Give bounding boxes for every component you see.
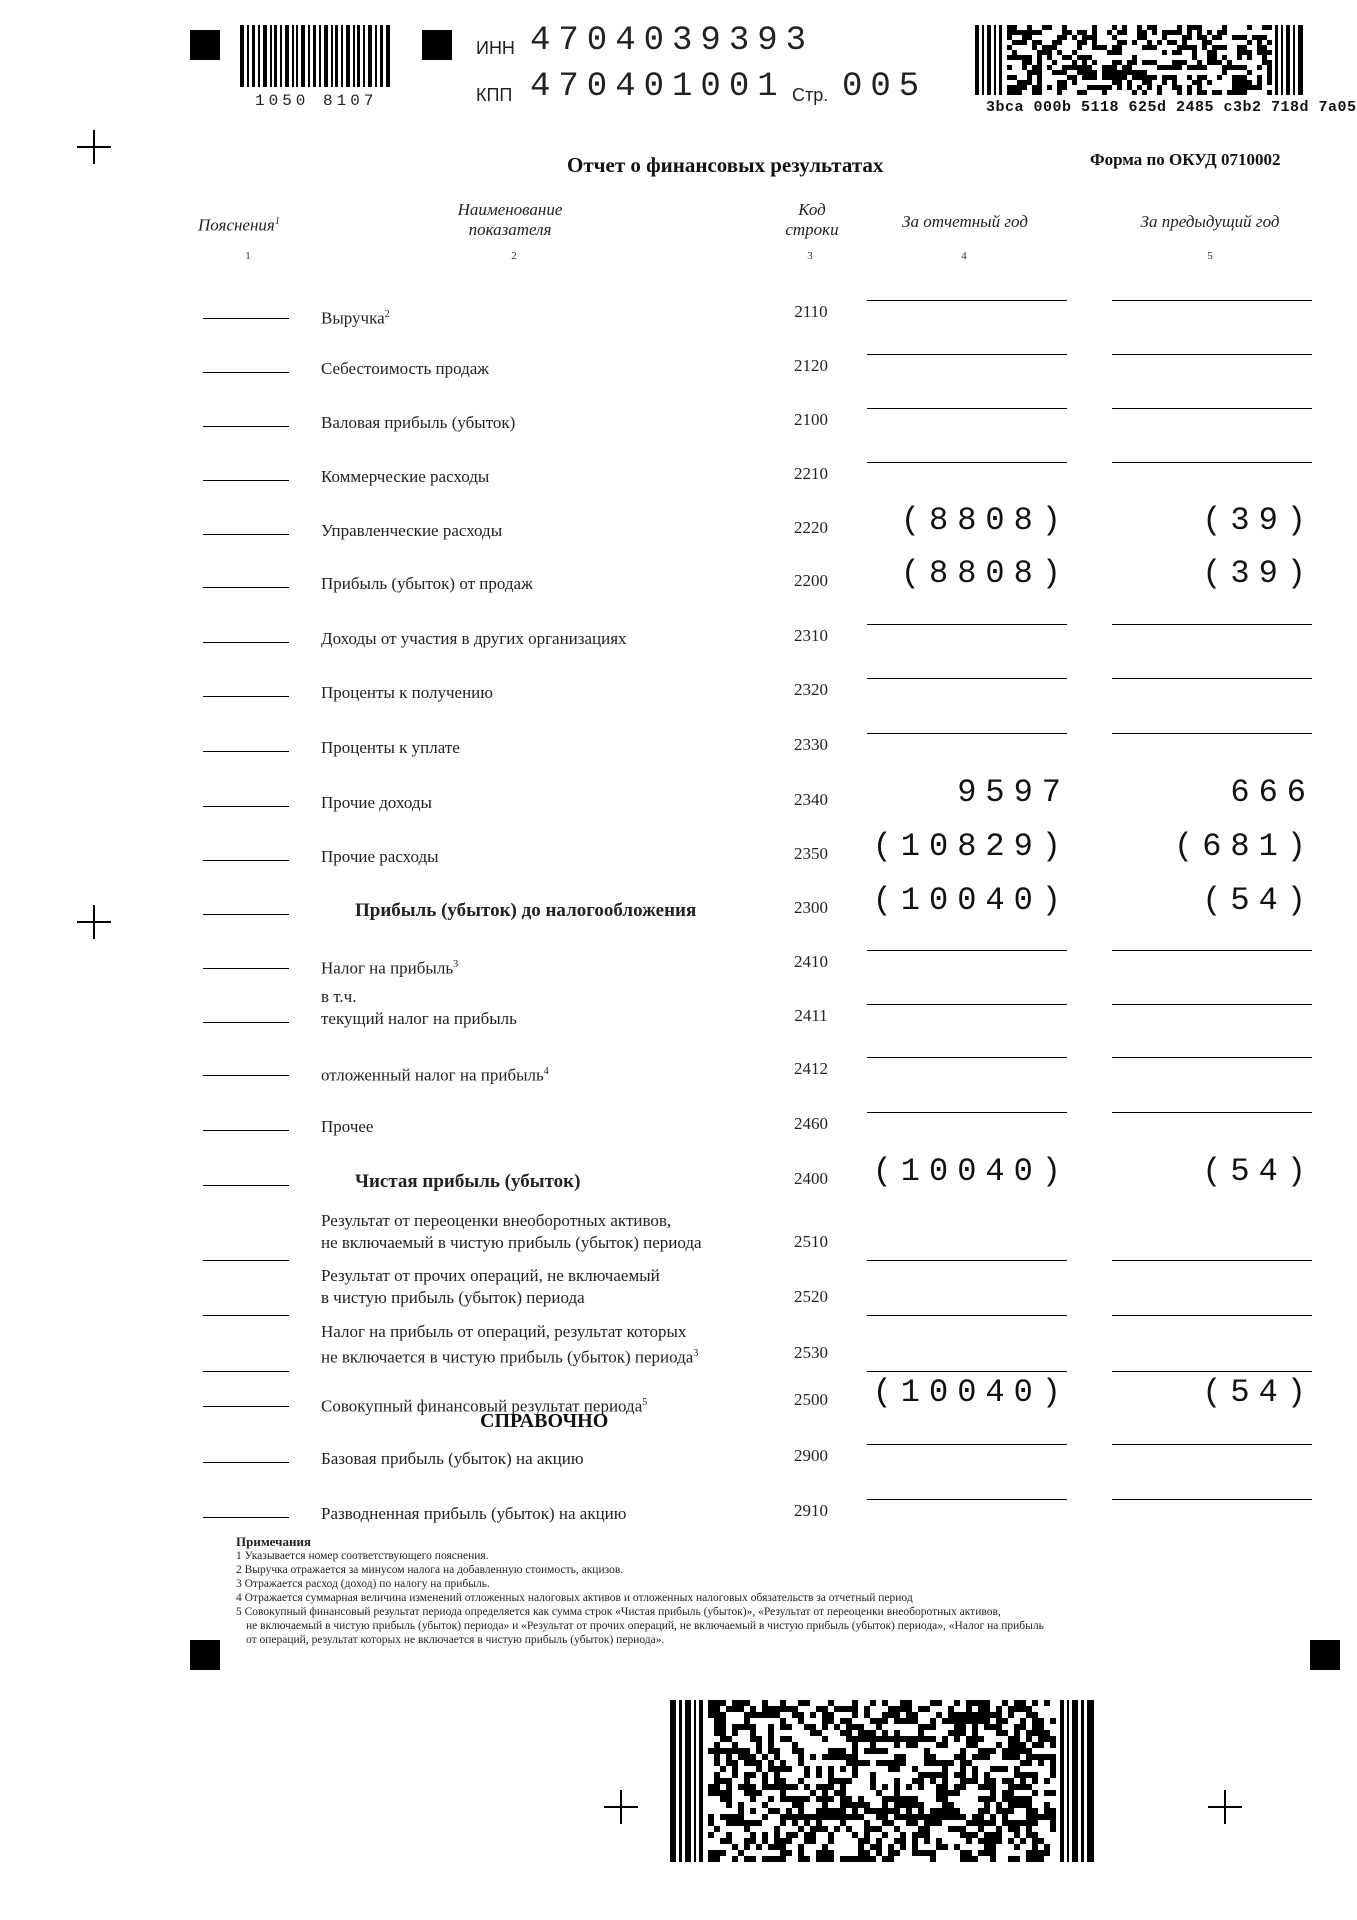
row-name: Валовая прибыль (убыток) — [321, 413, 516, 432]
notes-cell-blank — [203, 587, 289, 588]
row-name: Себестоимость продаж — [321, 359, 490, 378]
value-current-year: (10040) — [872, 1153, 1070, 1190]
notes-cell-blank — [203, 1517, 289, 1518]
row-code: 2220 — [794, 518, 828, 537]
notes-cell-blank — [203, 1185, 289, 1186]
row-code: 2210 — [794, 464, 828, 483]
value-previous-year-blank — [1112, 300, 1312, 301]
reference-heading: СПРАВОЧНО — [480, 1410, 609, 1432]
crosshair-mark — [1208, 1790, 1242, 1824]
registration-mark — [422, 30, 452, 60]
row-name: Налог на прибыль от операций, результат которых не включается в чистую прибыль (убыток) периода$^3$ — [321, 1322, 699, 1367]
column-number: 2 — [511, 250, 517, 262]
row-code: 2350 — [794, 844, 828, 863]
footnote: не включаемый в чистую прибыль (убыток) периода» и «Результат от прочих операций, не включаемый в чистую прибыль (убыток) периода», «Налог на прибыль — [246, 1620, 1044, 1632]
row-code: 2510 — [794, 1232, 828, 1251]
crosshair-mark — [604, 1790, 638, 1824]
notes-cell-blank — [203, 1022, 289, 1023]
value-previous-year-blank — [1112, 1371, 1312, 1372]
value-previous-year-blank — [1112, 1315, 1312, 1316]
value-previous-year-blank — [1112, 1057, 1312, 1058]
footnote: 2 Выручка отражается за минусом налога на добавленную стоимость, акцизов. — [236, 1564, 624, 1576]
column-header-code: Код строки — [785, 200, 839, 239]
footnote: 5 Совокупный финансовый результат периода определяется как сумма строк «Чистая прибыль (убыток)», «Результат от переоценки внеоборотных активов, — [236, 1606, 1001, 1618]
value-current-year-blank — [867, 624, 1067, 625]
column-header-previous-year: За предыдущий год — [1140, 212, 1280, 231]
value-previous-year: (54) — [1202, 1153, 1315, 1190]
row-code: 2410 — [794, 952, 828, 971]
value-previous-year-blank — [1112, 1004, 1312, 1005]
row-code: 2910 — [794, 1501, 828, 1520]
value-current-year-blank — [867, 733, 1067, 734]
row-code: 2460 — [794, 1114, 828, 1133]
row-name: отложенный налог на прибыль$^4$ — [321, 1065, 549, 1085]
row-name: Прибыль (убыток) до налогообложения — [355, 900, 697, 921]
notes-cell-blank — [203, 372, 289, 373]
value-current-year: (8808) — [900, 555, 1070, 592]
value-current-year: (8808) — [900, 502, 1070, 539]
value-previous-year-blank — [1112, 354, 1312, 355]
row-name: Прочие расходы — [321, 847, 439, 866]
row-code: 2400 — [794, 1169, 828, 1188]
value-current-year: (10040) — [872, 882, 1070, 919]
value-previous-year-blank — [1112, 1112, 1312, 1113]
value-current-year-blank — [867, 408, 1067, 409]
datamatrix-code — [975, 25, 1305, 95]
row-name: текущий налог на прибыль — [321, 1009, 517, 1028]
row-code: 2340 — [794, 790, 828, 809]
notes-cell-blank — [203, 426, 289, 427]
value-current-year-blank — [867, 1499, 1067, 1500]
notes-cell-blank — [203, 696, 289, 697]
row-code: 2310 — [794, 626, 828, 645]
row-name: Коммерческие расходы — [321, 467, 490, 486]
value-current-year-blank — [867, 1371, 1067, 1372]
column-header-name: Наименование показателя — [457, 200, 563, 239]
value-previous-year-blank — [1112, 462, 1312, 463]
row-name: Проценты к получению — [321, 683, 493, 702]
registration-mark — [190, 1640, 220, 1670]
pdf417-barcode — [670, 1700, 1095, 1862]
barcode-number: 1050 8107 — [255, 92, 378, 110]
row-name: Управленческие расходы — [321, 521, 503, 540]
notes-cell-blank — [203, 968, 289, 969]
row-code: 2412 — [794, 1059, 828, 1078]
footnotes — [236, 1535, 1044, 1647]
notes-cell-blank — [203, 534, 289, 535]
value-current-year: (10040) — [872, 1374, 1070, 1411]
kpp-value: 470401001 — [530, 68, 786, 106]
footnote: 3 Отражается расход (доход) по налогу на прибыль. — [236, 1578, 490, 1590]
row-code: 2500 — [794, 1390, 828, 1409]
footnote: 4 Отражается суммарная величина изменений отложенных налоговых активов и отложенных налоговых обязательств за отчетный период — [236, 1592, 913, 1604]
value-previous-year-blank — [1112, 1499, 1312, 1500]
value-previous-year-blank — [1112, 950, 1312, 951]
row-code: 2530 — [794, 1343, 828, 1362]
value-previous-year-blank — [1112, 1444, 1312, 1445]
okud-form-code: Форма по ОКУД 0710002 — [1090, 150, 1281, 169]
row-code: 2411 — [794, 1006, 828, 1025]
row-name: Прочие доходы — [321, 793, 432, 812]
value-previous-year: (54) — [1202, 882, 1315, 919]
value-previous-year: (681) — [1173, 828, 1315, 865]
value-current-year-blank — [867, 1112, 1067, 1113]
crosshair-mark — [77, 905, 111, 939]
value-current-year-blank — [867, 354, 1067, 355]
notes-cell-blank — [203, 1406, 289, 1407]
value-previous-year: 666 — [1230, 774, 1315, 811]
value-previous-year-blank — [1112, 624, 1312, 625]
row-prefix: в т.ч. — [321, 987, 357, 1006]
notes-cell-blank — [203, 860, 289, 861]
notes-cell-blank — [203, 1462, 289, 1463]
value-current-year-blank — [867, 950, 1067, 951]
kpp-label: КПП — [476, 85, 513, 105]
page-number: 005 — [842, 68, 928, 106]
row-code: 2200 — [794, 571, 828, 590]
inn-label: ИНН — [476, 38, 515, 58]
value-previous-year-blank — [1112, 733, 1312, 734]
value-previous-year-blank — [1112, 408, 1312, 409]
value-current-year-blank — [867, 1057, 1067, 1058]
value-previous-year: (54) — [1202, 1374, 1315, 1411]
row-code: 2900 — [794, 1446, 828, 1465]
row-name: Совокупный финансовый результат периода$^5$ — [321, 1396, 648, 1416]
column-header-notes: Пояснения$^1$ — [198, 215, 280, 235]
notes-cell-blank — [203, 1075, 289, 1076]
row-code: 2330 — [794, 735, 828, 754]
notes-cell-blank — [203, 480, 289, 481]
footnotes-heading: Примечания — [236, 1534, 311, 1549]
column-number: 4 — [961, 250, 967, 262]
value-previous-year-blank — [1112, 678, 1312, 679]
value-current-year: 9597 — [957, 774, 1070, 811]
column-number: 1 — [245, 250, 251, 262]
row-name: Налог на прибыль$^3$ — [321, 958, 459, 978]
notes-cell-blank — [203, 1315, 289, 1316]
value-current-year-blank — [867, 1315, 1067, 1316]
row-name: Доходы от участия в других организациях — [321, 629, 627, 648]
column-number: 5 — [1207, 250, 1213, 262]
notes-cell-blank — [203, 318, 289, 319]
column-header-current-year: За отчетный год — [902, 212, 1028, 231]
row-code: 2100 — [794, 410, 828, 429]
row-name: Результат от переоценки внеоборотных активов, не включаемый в чистую прибыль (убыток) периода — [321, 1211, 702, 1252]
value-current-year-blank — [867, 1444, 1067, 1445]
row-code: 2520 — [794, 1287, 828, 1306]
column-number: 3 — [807, 250, 813, 262]
value-previous-year: (39) — [1202, 502, 1315, 539]
crosshair-mark — [77, 130, 111, 164]
row-name: Разводненная прибыль (убыток) на акцию — [321, 1504, 627, 1523]
value-current-year-blank — [867, 1004, 1067, 1005]
row-name: Выручка$^2$ — [321, 308, 390, 328]
value-previous-year: (39) — [1202, 555, 1315, 592]
value-current-year-blank — [867, 1260, 1067, 1261]
notes-cell-blank — [203, 1130, 289, 1131]
linear-barcode — [240, 25, 390, 87]
row-name: Проценты к уплате — [321, 738, 460, 757]
document-hash: 3bca 000b 5118 625d 2485 c3b2 718d 7a05 — [986, 99, 1357, 116]
value-current-year: (10829) — [872, 828, 1070, 865]
row-name: Чистая прибыль (убыток) — [355, 1171, 581, 1192]
registration-mark — [1310, 1640, 1340, 1670]
row-code: 2110 — [794, 302, 828, 321]
value-current-year-blank — [867, 462, 1067, 463]
registration-mark — [190, 30, 220, 60]
row-code: 2300 — [794, 898, 828, 917]
notes-cell-blank — [203, 642, 289, 643]
row-code: 2320 — [794, 680, 828, 699]
report-title: Отчет о финансовых результатах — [567, 153, 884, 177]
notes-cell-blank — [203, 1371, 289, 1372]
notes-cell-blank — [203, 806, 289, 807]
value-current-year-blank — [867, 678, 1067, 679]
page-label: Стр. — [792, 85, 829, 105]
row-name: Прибыль (убыток) от продаж — [321, 574, 533, 593]
notes-cell-blank — [203, 751, 289, 752]
footnote: 1 Указывается номер соответствующего пояснения. — [236, 1550, 489, 1562]
row-name: Прочее — [321, 1117, 374, 1136]
value-previous-year-blank — [1112, 1260, 1312, 1261]
notes-cell-blank — [203, 1260, 289, 1261]
notes-cell-blank — [203, 914, 289, 915]
inn-value: 4704039393 — [530, 22, 815, 60]
value-current-year-blank — [867, 300, 1067, 301]
row-name: Базовая прибыль (убыток) на акцию — [321, 1449, 584, 1468]
row-code: 2120 — [794, 356, 828, 375]
row-name: Результат от прочих операций, не включаемый в чистую прибыль (убыток) периода — [321, 1266, 660, 1307]
footnote: от операций, результат которых не включается в чистую прибыль (убыток) периода». — [246, 1634, 665, 1646]
